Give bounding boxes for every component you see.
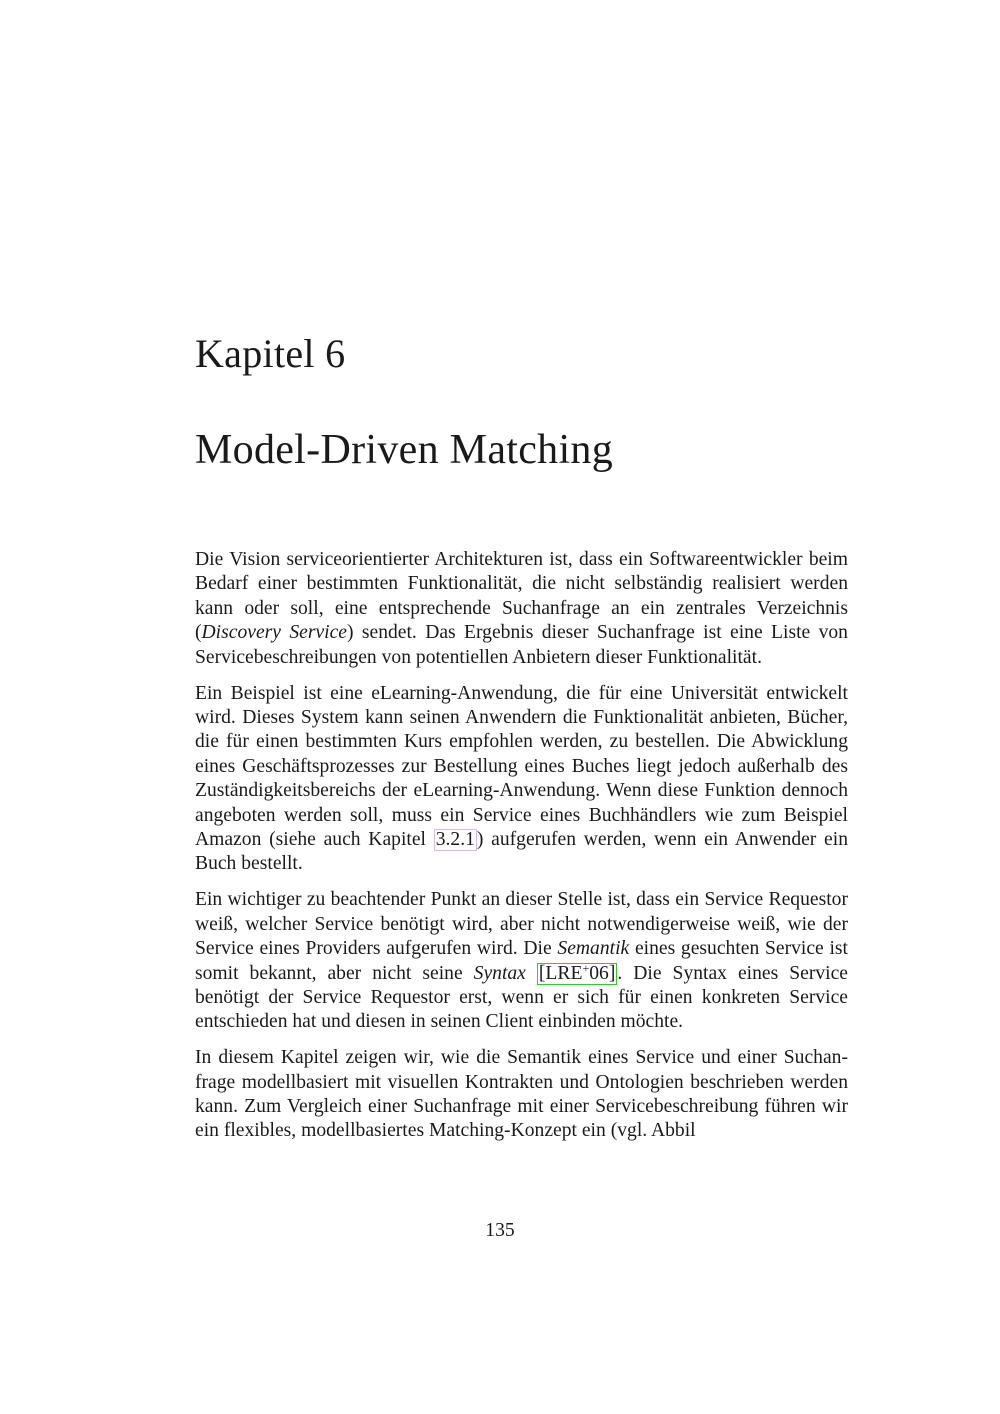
- page-number: 135: [485, 1220, 515, 1241]
- section-reference-link[interactable]: 3.2.1: [435, 828, 475, 850]
- discovery-service-term: Discovery Service: [201, 622, 347, 644]
- semantik-term: Semantik: [557, 938, 630, 960]
- paragraph-2: Ein Beispiel ist eine eLearning-Anwendung, die für eine Universität entwickelt wird. Dieses System kann seinen Anwendern die Funktionalität anbieten, Bücher, die für einen bestimmten Kurs empfohlen werden, zu bestellen. Die Abwicklung eines Geschäftsprozesses zur Bestellung eines Buches liegt jedoch außerhalb des Zuständigkeitsbereichs der eLearning-Anwendung. Wenn diese Funktion dennoch angeboten werden soll, muss ein Service eines Buchhändlers wie zum Beispiel Amazon (siehe auch Kapitel 3.2.1 ) aufgerufen werden, wenn ein Anwender ein Buch bestellt.: [195, 682, 848, 875]
- paragraph-4: In diesem Kapitel zeigen wir, wie die Semantik eines Service und einer Suchanfrage modellbasiert mit visuellen Kontrakten und Ontologien beschrieben werden kann. Zum Vergleich einer Suchanfrage mit einer Servicebeschreibung führen wir ein flexibles, modellbasiertes Matching-Konzept ein (vgl. Abbil: [195, 1047, 848, 1142]
- paragraph-1: Die Vision serviceorientierter Architekturen ist, dass ein Softwareentwickler beim Bedarf einer bestimmten Funktionalität, die nicht selbständig realisiert werden kann oder soll, eine entsprechende Suchanfrage an ein zentrales Verzeichnis (Discovery Service) sendet. Das Ergebnis dieser Suchanfrage ist eine Liste von Servicebeschreibungen von potentiellen Anbietern dieser Funktionalität.: [195, 549, 848, 668]
- chapter-title: Model-Driven Matching: [195, 427, 614, 473]
- chapter-label: Kapitel 6: [195, 331, 346, 376]
- syntax-term: Syntax: [473, 962, 526, 984]
- paragraph-3: Ein wichtiger zu beachtender Punkt an dieser Stelle ist, dass ein Service Requestor weiß, welcher Service benötigt wird, aber nicht notwendigerweise weiß, wie der Service eines Providers aufgerufen wird. Die Semantik eines gesuchten Service ist somit bekannt, aber nicht seine Syntax [LRE+06] . Die Syntax eines Service benötigt der Service Requestor erst, wenn er sich für einen konkreten Service entschieden hat und diesen in seinen Client einbinden möchte.: [195, 889, 848, 1033]
- body-text: [195, 548, 848, 1155]
- citation-link[interactable]: [LRE+06]: [538, 960, 616, 984]
